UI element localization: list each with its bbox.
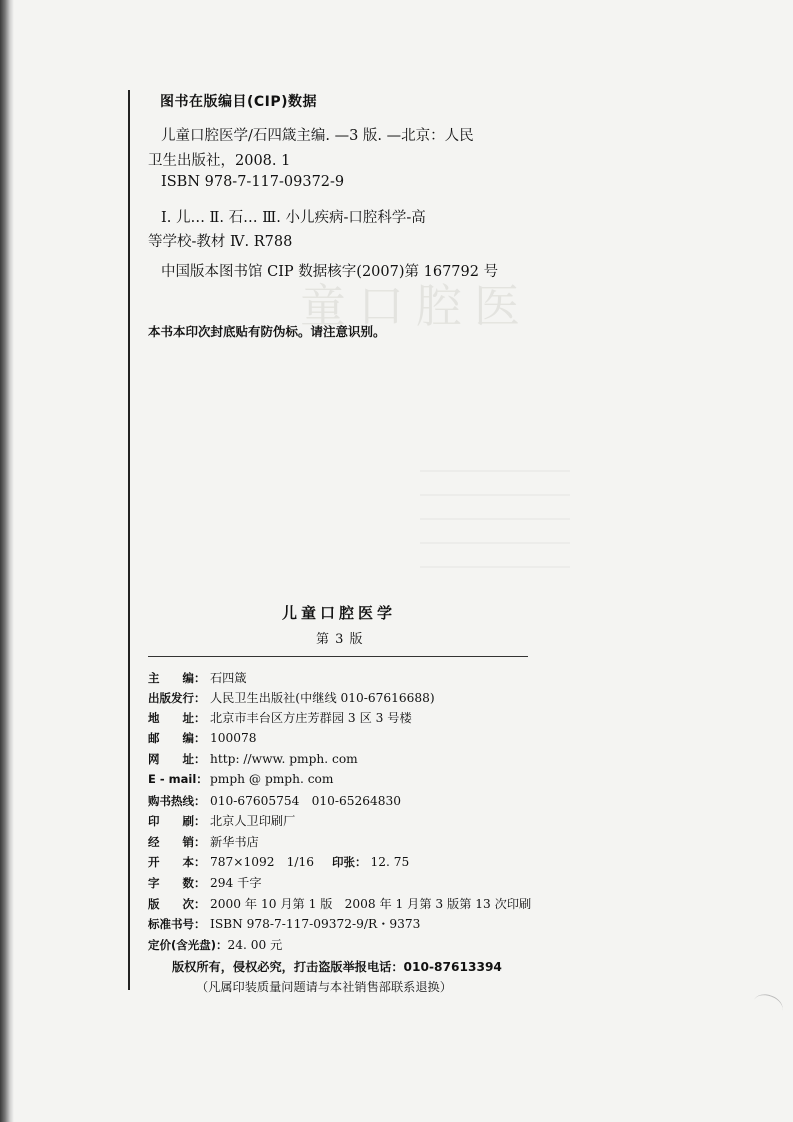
colophon-value: 北京人卫印刷厂 (210, 814, 296, 828)
cip-line-4: 等学校-教材 Ⅳ. R788 (148, 234, 293, 250)
colophon-label: 出版发行： (148, 691, 206, 705)
copyright-notice: 版权所有，侵权必究，打击盗版举报电话：010-87613394 (172, 960, 502, 974)
colophon-row-email (148, 771, 333, 789)
anti-counterfeit-notice: 本书本印次封底贴有防伪标。请注意识别。 (148, 324, 386, 339)
colophon-row-editor (148, 669, 247, 687)
cip-line-2: 卫生出版社，2008. 1 (148, 153, 291, 169)
colophon-label: 定价(含光盘)： (148, 938, 228, 952)
colophon-value: pmph @ pmph. com (210, 772, 334, 786)
cip-line-3: Ⅰ. 儿… Ⅱ. 石… Ⅲ. 小儿疾病-口腔科学-高 (161, 210, 426, 226)
colophon-divider (148, 656, 528, 657)
colophon-row-hotline (148, 792, 401, 810)
colophon-value: 010-67605754 010-65264830 (210, 794, 402, 808)
colophon-value: http: //www. pmph. com (210, 752, 358, 766)
colophon-label: 网 址： (148, 752, 206, 766)
colophon-row-edition-history (148, 895, 531, 913)
colophon-value: 新华书店 (210, 835, 259, 849)
colophon-label: 主 编： (148, 671, 206, 685)
cip-heading: 图书在版编目(CIP)数据 (160, 94, 318, 110)
colophon-value: ISBN 978-7-117-09372-9/R・9373 (210, 917, 421, 931)
colophon-value: 294 千字 (210, 876, 262, 890)
colophon-row-publisher (148, 689, 435, 707)
colophon-label: 字 数： (148, 876, 206, 890)
page-left-edge (0, 0, 14, 1122)
colophon-label: E - mail： (148, 772, 208, 786)
colophon-value: 2000 年 10 月第 1 版 2008 年 1 月第 3 版第 13 次印刷 (210, 897, 532, 911)
colophon-label: 地 址： (148, 711, 206, 725)
colophon-label: 购书热线： (148, 794, 206, 808)
colophon-value: 人民卫生出版社(中继线 010-67616688) (210, 691, 435, 705)
page-curl-mark (750, 991, 785, 1021)
colophon-row-standard-number (148, 915, 420, 933)
cip-data-number: 中国版本图书馆 CIP 数据核字(2007)第 167792 号 (161, 264, 499, 280)
cip-isbn: ISBN 978-7-117-09372-9 (161, 174, 345, 190)
colophon-label: 标准书号： (148, 917, 206, 931)
colophon-row-format (148, 853, 409, 871)
colophon-row-website (148, 751, 358, 769)
colophon-label: 印 刷： (148, 814, 206, 828)
colophon-row-address (148, 709, 412, 727)
bleed-through-text: 童口腔医 (300, 279, 532, 333)
printed-sheets-label: 印张： (332, 855, 367, 869)
colophon-value: 787×1092 1/16 (210, 855, 315, 869)
colophon-row-distributor (148, 833, 259, 851)
colophon-label: 版 次： (148, 897, 206, 911)
cip-vertical-rule (128, 90, 130, 990)
colophon-label: 开 本： (148, 855, 206, 869)
colophon-row-postcode (148, 730, 257, 748)
colophon-value: 石四箴 (210, 671, 247, 685)
colophon-row-price (148, 936, 282, 954)
colophon-value: 北京市丰台区方庄芳群园 3 区 3 号楼 (210, 711, 412, 725)
colophon-row-printer (148, 812, 295, 830)
bleed-through-lines (420, 470, 570, 590)
colophon-label: 邮 编： (148, 731, 206, 745)
colophon-label: 经 销： (148, 835, 206, 849)
cip-line-1: 儿童口腔医学/石四箴主编. —3 版. —北京：人民 (161, 128, 474, 144)
book-edition: 第 3 版 (316, 632, 364, 647)
colophon-value: 24. 00 元 (227, 938, 283, 952)
book-title: 儿童口腔医学 (282, 604, 397, 622)
colophon-value: 100078 (210, 731, 257, 745)
exchange-notice: （凡属印装质量问题请与本社销售部联系退换） (196, 980, 452, 994)
printed-sheets-value: 12. 75 (370, 855, 410, 869)
colophon-row-word-count (148, 874, 262, 892)
